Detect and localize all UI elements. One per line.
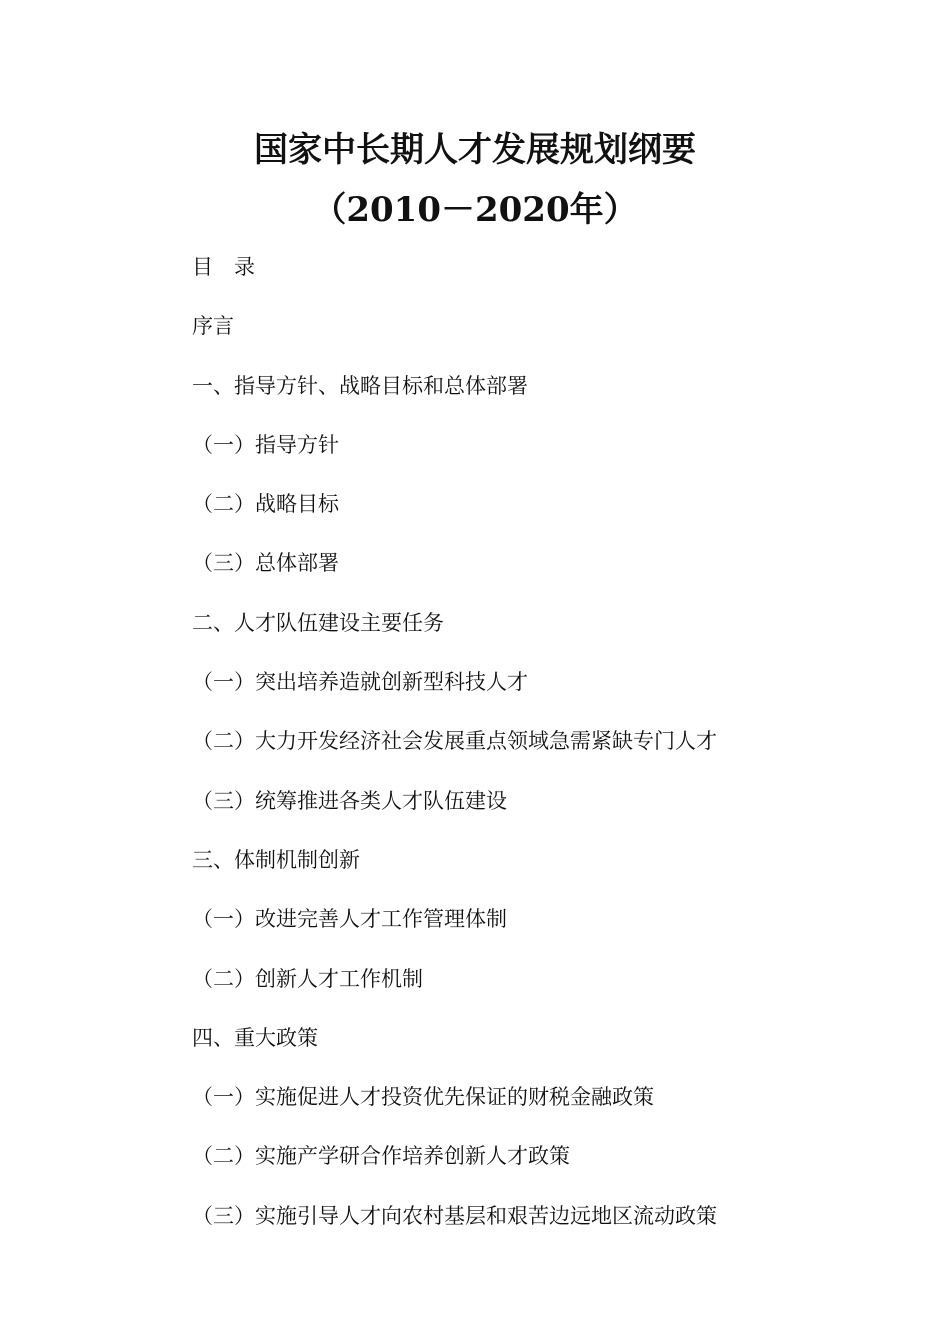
- toc-entry: 序言: [192, 314, 234, 339]
- table-of-contents: [192, 252, 892, 1260]
- toc-entry: （三）统筹推进各类人才队伍建设: [192, 788, 507, 813]
- toc-entry: 四、重大政策: [192, 1025, 318, 1050]
- toc-entry: 一、指导方针、战略目标和总体部署: [192, 373, 528, 398]
- document-title: 国家中长期人才发展规划纲要: [254, 130, 696, 170]
- toc-entry: （一）指导方针: [192, 432, 339, 457]
- toc-entry: （三）总体部署: [192, 551, 339, 576]
- toc-entry: （一）突出培养造就创新型科技人才: [192, 670, 528, 695]
- toc-entry: （二）大力开发经济社会发展重点领域急需紧缺专门人才: [192, 729, 717, 754]
- toc-heading: 目 录: [192, 255, 255, 279]
- toc-entry: （二）创新人才工作机制: [192, 966, 423, 991]
- document-subtitle: （2010－2020年）: [312, 190, 638, 230]
- toc-entry: （一）实施促进人才投资优先保证的财税金融政策: [192, 1085, 654, 1110]
- toc-entry: （二）战略目标: [192, 492, 339, 517]
- toc-entry: （一）改进完善人才工作管理体制: [192, 907, 507, 932]
- toc-entry: 三、体制机制创新: [192, 847, 360, 872]
- toc-entry: （三）实施引导人才向农村基层和艰苦边远地区流动政策: [192, 1203, 717, 1228]
- toc-entry: （二）实施产学研合作培养创新人才政策: [192, 1144, 570, 1169]
- toc-entry: 二、人才队伍建设主要任务: [192, 610, 444, 635]
